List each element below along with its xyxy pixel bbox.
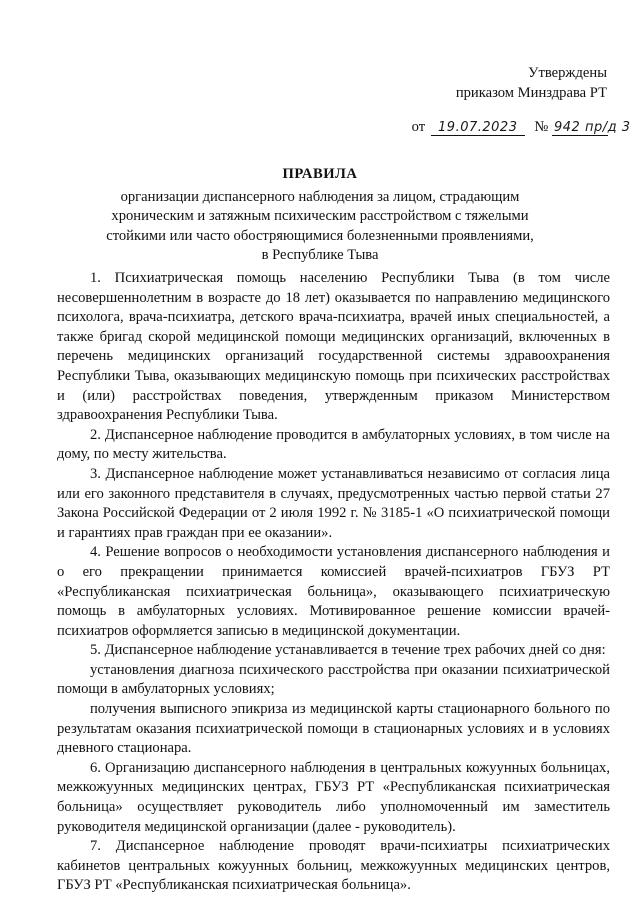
paragraph-1: 1. Психиатрическая помощь населению Республики Тыва (в том числе несовершеннолетним в возрасте до 18 лет) оказывается по направлению медицинского психолога, врача-психиатра, детского врача-психиатра, врачей иных специальностей, а также бригад скорой медицинской помощи медицинских организаций, включенных в перечень медицинских организаций государственной системы здравоохранения Республики Тыва, оказывающих медицинскую помощь при психических расстройствах и (или) расстройствах поведения, утвержденным приказом Министерством здравоохранения Республики Тыва. bbox=[57, 270, 610, 424]
order-date-handwritten: 19.07.2023 bbox=[431, 120, 525, 136]
approval-line-1: Утверждены bbox=[528, 65, 607, 81]
paragraph-3: 3. Диспансерное наблюдение может устанавливаться независимо от согласия лица или его законного представителя в случаях, предусмотренных частью первой статьи 27 Закона Российской Федерации от 2 июля 1992 г. № 3185-1 «О психиатрической помощи и гарантиях прав граждан при ее оказании». bbox=[57, 465, 610, 541]
order-date-prefix: от bbox=[411, 119, 426, 135]
paragraph-5-item-2: получения выписного эпикриза из медицинской карты стационарного больного по результатам оказания психиатрической помощи в стационарных условиях и в условиях дневного стационара. bbox=[57, 701, 610, 757]
title-subtitle-line-2: хроническим и затяжным психическим расстройством с тяжелыми bbox=[111, 208, 529, 224]
paragraph-7: 7. Диспансерное наблюдение проводят врачи-психиатры психиатрических кабинетов центральных кожуунных больниц, межкожуунных медицинских центров, ГБУЗ РТ «Республиканская психиатрическая больница». bbox=[57, 838, 610, 894]
title-subtitle-line-3: стойкими или часто обостряющимися болезненными проявлениями, bbox=[106, 227, 534, 244]
paragraph-4: 4. Решение вопросов о необходимости установления диспансерного наблюдения и о его прекращении принимается комиссией врачей-психиатров ГБУЗ РТ «Республиканская психиатрическая больница», оказывающего психиатрическую помощь в амбулаторных условиях. Мотивированное решение комиссии врачей-психиатров оформляется записью в медицинской документации. bbox=[57, 544, 610, 639]
title-subtitle-line-1: организации диспансерного наблюдения за лицом, страдающим bbox=[120, 188, 520, 205]
paragraph-6: 6. Организацию диспансерного наблюдения в центральных кожуунных больницах, межкожуунных медицинских центрах, ГБУЗ РТ «Республиканская психиатрическая больница» осуществляет руководитель либо уполномоченный им заместитель руководителя медицинской организации (далее - руководитель). bbox=[57, 759, 610, 835]
paragraph-2: 2. Диспансерное наблюдение проводится в амбулаторных условиях, в том числе на дому, по месту жительства. bbox=[57, 426, 610, 463]
approval-stamp bbox=[456, 63, 607, 103]
paragraph-5-item-1: установления диагноза психического расстройства при оказании психиатрической помощи в амбулаторных условиях; bbox=[57, 661, 610, 698]
approval-line-2: приказом Минздрава РТ bbox=[455, 85, 607, 101]
title-subtitle-line-4: в Республике Тыва bbox=[261, 247, 379, 263]
order-number-prefix: № bbox=[534, 119, 549, 135]
order-reference bbox=[411, 117, 631, 137]
document-title bbox=[60, 165, 580, 266]
paragraph-5: 5. Диспансерное наблюдение устанавливается в течение трех рабочих дней со дня: bbox=[90, 642, 606, 659]
title-main: ПРАВИЛА bbox=[282, 166, 358, 182]
order-number-handwritten: 942 пр/д 3 bbox=[554, 120, 631, 135]
document-body bbox=[57, 269, 610, 896]
